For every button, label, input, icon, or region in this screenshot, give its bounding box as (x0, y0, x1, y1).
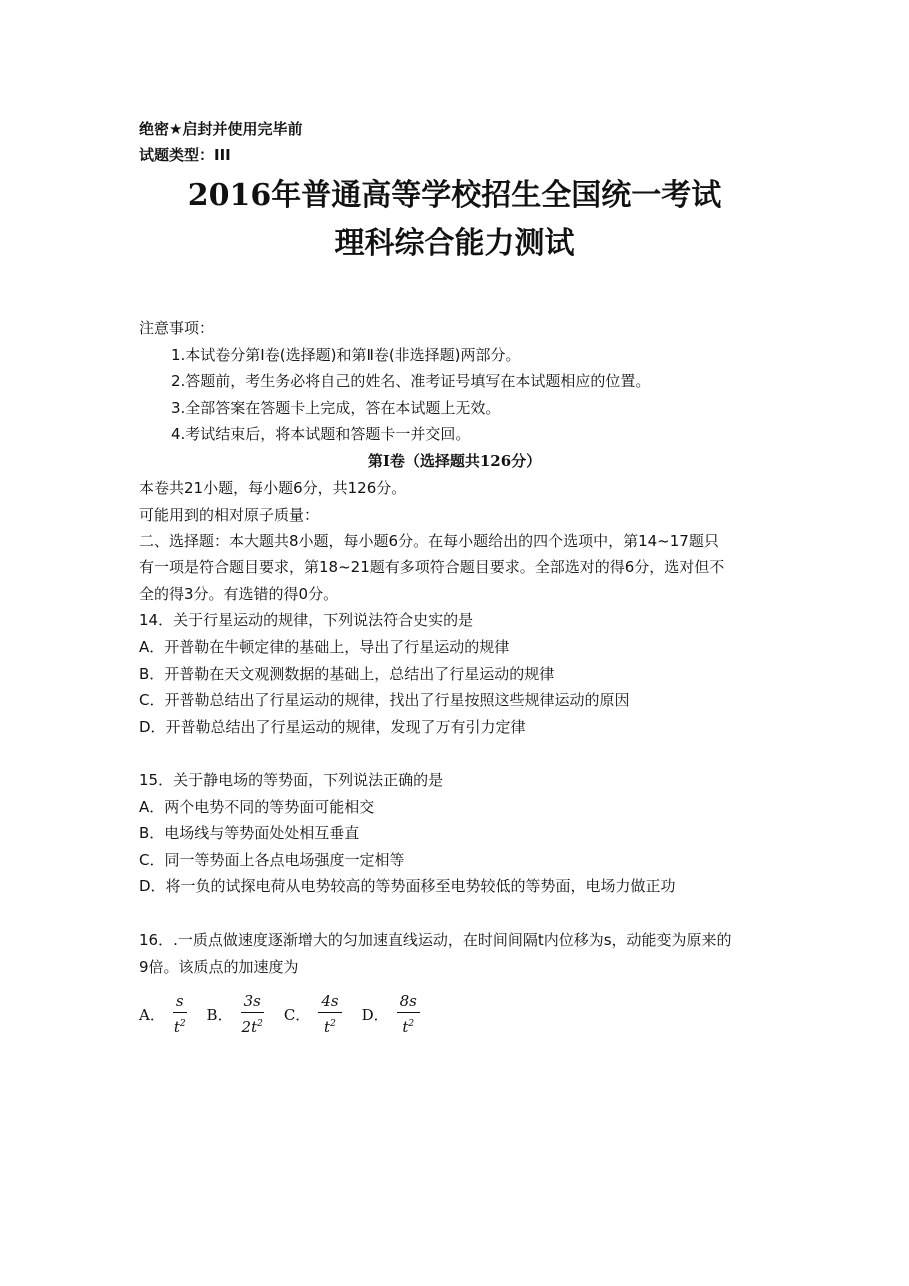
secret-label: 绝密★启封并使用完毕前 (139, 120, 303, 138)
numerator: s (173, 992, 187, 1013)
atomic-mass-label: 可能用到的相对原子质量： (139, 506, 320, 524)
exam-subtitle: 理科综合能力测试 (334, 226, 575, 261)
section-heading: 第Ⅰ卷（选择题共126分） (367, 452, 542, 470)
question-15-option-d: D．将一负的试探电荷从电势较高的等势面移至电势较低的等势面，电场力做正功 (139, 877, 676, 895)
option-label: B． (206, 1005, 233, 1024)
question-15-option-a: A．两个电势不同的等势面可能相交 (139, 798, 375, 816)
exponent: 2 (330, 1019, 336, 1029)
notice-item: 4.考试结束后，将本试题和答题卡一并交回。 (171, 425, 471, 443)
question-15-option-b: B．电场线与等势面处处相互垂直 (139, 824, 360, 842)
notice-item: 1.本试卷分第Ⅰ卷(选择题)和第Ⅱ卷(非选择题)两部分。 (171, 346, 521, 364)
question-16-stem-cont: 9倍。该质点的加速度为 (139, 958, 299, 976)
exam-title: 2016年普通高等学校招生全国统一考试 (187, 178, 722, 213)
question-16-stem: 16．.一质点做速度逐渐增大的匀加速直线运动，在时间间隔t内位移为s，动能变为原来的 (139, 931, 732, 949)
question-15-stem: 15．关于静电场的等势面，下列说法正确的是 (139, 771, 444, 789)
numerator: 4s (318, 992, 341, 1013)
question-14-option-a: A．开普勒在牛顿定律的基础上，导出了行星运动的规律 (139, 638, 510, 656)
fraction (397, 992, 420, 1036)
question-14-option-c: C．开普勒总结出了行星运动的规律，找出了行星按照这些规律运动的原因 (139, 691, 630, 709)
question-16-option-b (207, 992, 264, 1036)
question-14-option-b: B．开普勒在天文观测数据的基础上，总结出了行星运动的规律 (139, 665, 555, 683)
denominator (242, 1013, 263, 1036)
denominator (174, 1013, 186, 1036)
fraction (173, 992, 187, 1036)
denominator-base: t (173, 1018, 180, 1036)
fraction (241, 992, 264, 1036)
part-instruction: 二、选择题：本大题共8小题，每小题6分。在每小题给出的四个选项中，第14~17题只 (139, 532, 719, 550)
part-instruction: 全的得3分。有选错的得0分。 (139, 585, 339, 603)
numerator: 8s (397, 992, 420, 1013)
denominator (402, 1013, 414, 1036)
notice-item: 2.答题前，考生务必将自己的姓名、准考证号填写在本试题相应的位置。 (171, 372, 651, 390)
question-14-option-d: D．开普勒总结出了行星运动的规律，发现了万有引力定律 (139, 718, 526, 736)
section-intro: 本卷共21小题，每小题6分，共126分。 (139, 479, 407, 497)
part-instruction: 有一项是符合题目要求，第18~21题有多项符合题目要求。全部选对的得6分，选对但不 (139, 558, 725, 576)
exponent: 2 (179, 1019, 186, 1029)
question-16-options (139, 990, 440, 1038)
question-16-option-d (362, 992, 420, 1036)
exponent: 2 (408, 1019, 415, 1029)
denominator-base: 2t (241, 1018, 258, 1036)
denominator-base: t (402, 1018, 409, 1036)
fraction (318, 992, 341, 1036)
denominator-base: t (324, 1018, 331, 1036)
question-16-option-c (284, 992, 342, 1036)
question-15-option-c: C．同一等势面上各点电场强度一定相等 (139, 851, 405, 869)
option-label: D． (361, 1005, 389, 1024)
question-14-stem: 14．关于行星运动的规律，下列说法符合史实的是 (139, 611, 474, 629)
notice-item: 3.全部答案在答题卡上完成，答在本试题上无效。 (171, 399, 501, 417)
denominator (324, 1013, 336, 1036)
question-16-option-a (139, 992, 187, 1036)
option-label: C． (283, 1005, 311, 1024)
option-label: A． (139, 1005, 165, 1024)
notice-heading: 注意事项： (139, 319, 215, 337)
exam-type-label: 试题类型：III (139, 146, 231, 164)
exponent: 2 (257, 1019, 263, 1029)
numerator: 3s (241, 992, 264, 1013)
